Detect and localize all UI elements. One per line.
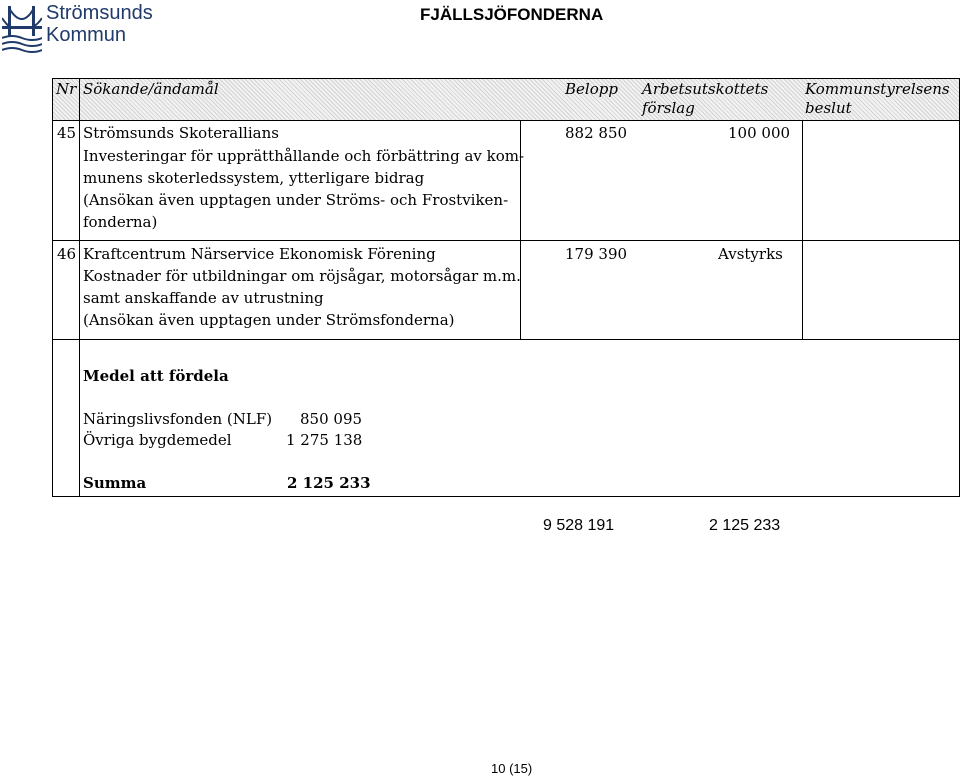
header-committee-line-2: förslag: [642, 99, 695, 117]
logo-line-2: Kommun: [46, 24, 127, 46]
header-board-line-2: beslut: [805, 99, 852, 117]
row-46-amount: 179 390: [565, 245, 628, 263]
row-divider-2: [52, 339, 960, 340]
board-column-divider: [802, 120, 803, 339]
funds-heading: Medel att fördela: [83, 367, 229, 385]
header-board-line-1: Kommunstyrelsens: [805, 80, 950, 98]
header-committee-line-1: Arbetsutskottets: [642, 80, 769, 98]
row-46-line-4: (Ansökan även upptagen under Strömsfonderna): [83, 311, 455, 329]
row-45-amount: 882 850: [565, 124, 628, 142]
nr-column-divider: [79, 78, 80, 497]
header-divider: [52, 120, 960, 121]
bridge-logo-icon: [2, 4, 42, 54]
header-nr: Nr: [56, 80, 77, 98]
row-divider-1: [52, 240, 960, 241]
table-border-left: [52, 78, 53, 497]
page-title: FJÄLLSJÖFONDERNA: [420, 5, 604, 24]
row-46-line-3: samt anskaffande av utrustning: [83, 289, 324, 307]
fund-nlf-value: 850 095: [300, 410, 363, 428]
fund-nlf-label: Näringslivsfonden (NLF): [83, 410, 273, 428]
row-46-proposal: Avstyrks: [718, 245, 783, 263]
table-border-top: [52, 78, 960, 79]
table-border-bottom: [52, 496, 960, 497]
row-46-line-2: Kostnader för utbildningar om röjsågar, motorsågar m.m.: [83, 267, 521, 285]
logo-line-1: Strömsunds: [46, 2, 153, 24]
row-45-nr: 45: [57, 124, 77, 142]
funds-sum-value: 2 125 233: [287, 474, 371, 492]
page-number: 10 (15): [491, 761, 533, 776]
row-45-proposal: 100 000: [728, 124, 791, 142]
row-45-line-2: Investeringar för upprätthållande och förbättring av kom-: [83, 147, 525, 165]
row-45-line-1: Strömsunds Skoterallians: [83, 124, 279, 142]
fund-other-label: Övriga bygdemedel: [83, 431, 232, 449]
row-45-line-4: (Ansökan även upptagen under Ströms- och Frostviken-: [83, 191, 509, 209]
funds-sum-label: Summa: [83, 474, 147, 492]
fund-other-value: 1 275 138: [286, 431, 363, 449]
total-proposal: 2 125 233: [709, 517, 781, 534]
row-45-line-3: munens skoterledssystem, ytterligare bidrag: [83, 169, 425, 187]
header-amount: Belopp: [565, 80, 618, 98]
row-46-nr: 46: [57, 245, 77, 263]
row-45-line-5: fonderna): [83, 213, 158, 231]
total-amount: 9 528 191: [543, 517, 615, 534]
logo: [2, 2, 153, 58]
header-applicant: Sökande/ändamål: [83, 80, 219, 98]
row-46-line-1: Kraftcentrum Närservice Ekonomisk Förening: [83, 245, 436, 263]
